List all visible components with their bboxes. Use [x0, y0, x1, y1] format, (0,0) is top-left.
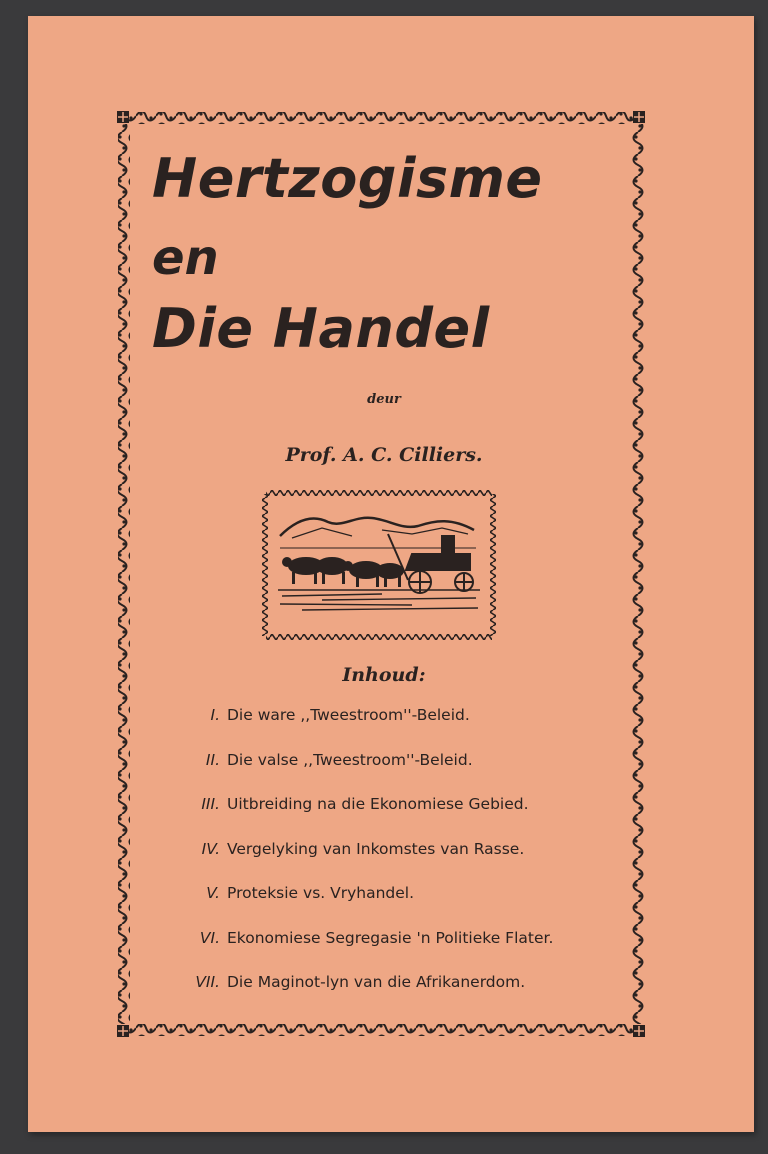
- table-of-contents: [170, 706, 610, 1018]
- list-item: [170, 840, 610, 885]
- title-line-3: Die Handel: [152, 297, 490, 360]
- list-item: [170, 973, 610, 1018]
- title-line-1: Hertzogisme: [152, 147, 543, 210]
- chapter-number: VII.: [195, 973, 220, 991]
- list-item: [170, 795, 610, 840]
- chapter-title: Ekonomiese Segregasie 'n Politieke Flater.: [227, 928, 554, 947]
- chapter-number: IV.: [201, 839, 220, 858]
- author-name: Prof. A. C. Cilliers.: [285, 444, 483, 466]
- chapter-number: II.: [205, 750, 220, 769]
- list-item: [170, 884, 610, 929]
- ox-wagon-woodcut-icon: [262, 490, 496, 640]
- contents-heading: Inhoud:: [342, 664, 426, 686]
- chapter-number: V.: [206, 884, 220, 902]
- chapter-number: III.: [201, 795, 220, 813]
- chapter-title: Die Maginot-lyn van die Afrikanerdom.: [227, 973, 526, 991]
- chapter-title: Die ware ,,Tweestroom''-Beleid.: [227, 706, 470, 724]
- list-item: [170, 751, 610, 796]
- chapter-title: Vergelyking van Inkomstes van Rasse.: [227, 839, 525, 858]
- chapter-number: I.: [210, 706, 220, 724]
- chapter-title: Proteksie vs. Vryhandel.: [227, 884, 415, 902]
- chapter-number: VI.: [199, 928, 220, 947]
- title-line-2: en: [152, 230, 219, 286]
- chapter-title: Uitbreiding na die Ekonomiese Gebied.: [227, 795, 529, 813]
- chapter-title: Die valse ,,Tweestroom''-Beleid.: [227, 750, 473, 769]
- list-item: [170, 929, 610, 974]
- list-item: [170, 706, 610, 751]
- byline: deur: [367, 392, 401, 407]
